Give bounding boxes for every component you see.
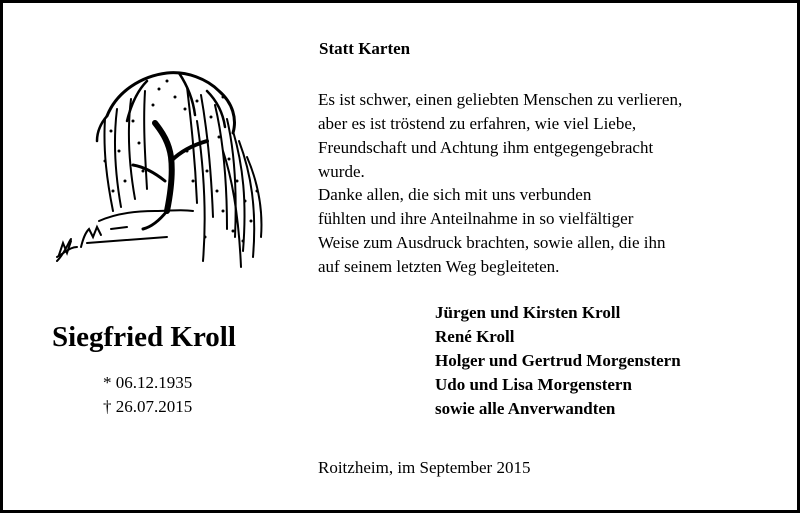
birth-date: * 06.12.1935: [103, 373, 193, 392]
place-and-date: Roitzheim, im September 2015: [318, 458, 531, 477]
text-line: aber es ist tröstend zu erfahren, wie viel Liebe,: [318, 114, 637, 133]
weeping-willow-icon: [47, 61, 275, 273]
text-line: fühlten und ihre Anteilnahme in so vielfältiger: [318, 209, 634, 228]
mourner-entry: Holger und Gertrud Morgenstern: [435, 351, 681, 370]
death-date: † 26.07.2015: [103, 397, 193, 416]
mourner-entry: René Kroll: [435, 327, 515, 346]
text-line: wurde.: [318, 162, 365, 181]
text-line: auf seinem letzten Weg begleiteten.: [318, 257, 560, 276]
text-line: Es ist schwer, einen geliebten Menschen zu verlieren,: [318, 90, 683, 109]
life-dates: [103, 371, 192, 419]
text-line: Danke allen, die sich mit uns verbunden: [318, 185, 592, 204]
mourners-list: [435, 301, 681, 421]
notice-heading: Statt Karten: [319, 39, 411, 58]
text-line: Freundschaft und Achtung ihm entgegengebracht: [318, 138, 654, 157]
mourner-entry: Jürgen und Kirsten Kroll: [435, 303, 621, 322]
gratitude-paragraph-2: [318, 183, 788, 279]
text-line: Weise zum Ausdruck brachten, sowie allen, die ihn: [318, 233, 666, 252]
mourner-entry: sowie alle Anverwandten: [435, 399, 616, 418]
deceased-name: Siegfried Kroll: [52, 321, 236, 353]
mourner-entry: Udo und Lisa Morgenstern: [435, 375, 632, 394]
gratitude-paragraph-1: [318, 88, 788, 184]
